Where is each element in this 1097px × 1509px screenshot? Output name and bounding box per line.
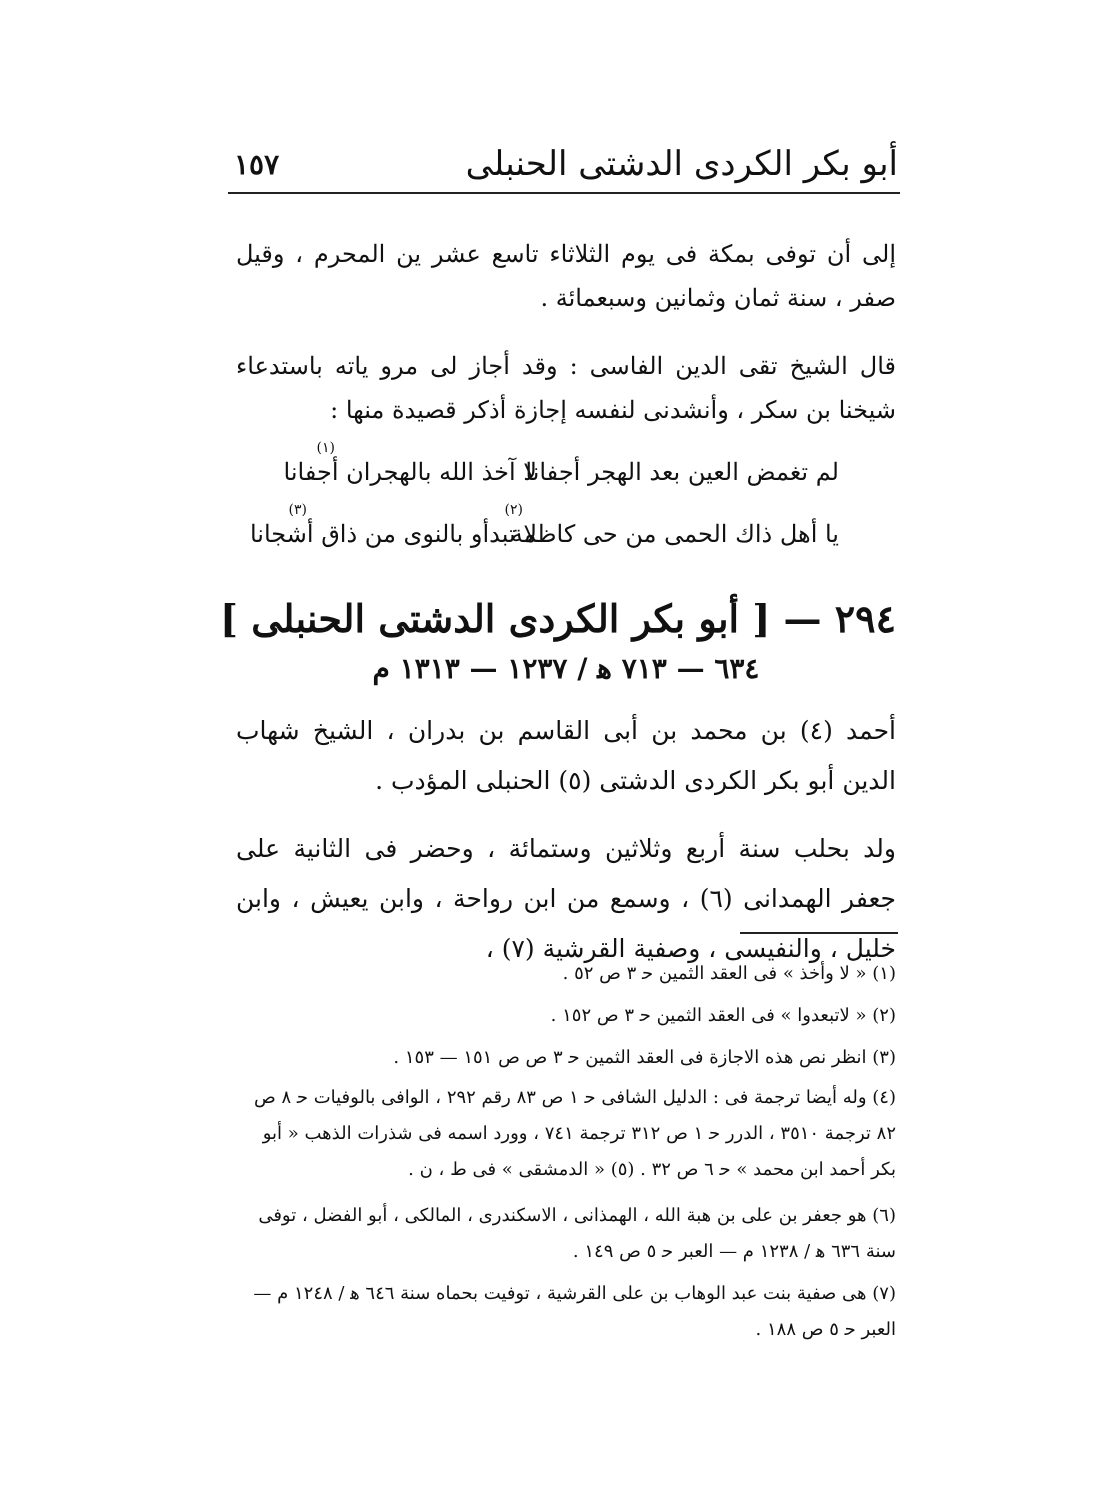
verse-2-end-note-marker: (٣) [288,502,307,518]
verse-1-note-marker: (١) [316,440,335,456]
footnote-rule [740,932,898,934]
biography-heading: ٢٩٤ — [ أبو بكر الكردى الدشتى الحنبلى ] [220,596,896,641]
verse-2-second-hemistich: لا تبدأو بالنوى من ذاق أشجانا [249,520,537,548]
biography-dates: ٦٣٤ — ٧١٣ ﻫ / ١٢٣٧ — ١٣١٣ م [372,652,760,685]
quote-paragraph: قال الشيخ تقى الدين الفاسى : وقد أجاز لى مرو ياته باستدعاء شيخنا بن سكر ، وأنشدنى لنفسه إجازة أذكر قصيدة منها : [236,352,896,424]
footnote-4-5: (٤) وله أيضا ترجمة فى : الدليل الشافى ﺣ ١ ص ٨٣ رقم ٢٩٢ ، الوافى بالوفيات ﺣ ٨ ص ٨٢ ترجمة ٣٥١٠ ، الدرر ﺣ ١ ص ٣١٢ ترجمة ٧٤١ ، وورد اسمه فى شذرات الذهب « أبو بكر أحمد ابن محمد » ﺣ ٦ ص ٣٢ . (٥) « الدمشقى » فى ط ، ن . [253,1087,896,1180]
footnote-7: (٧) هى صفية بنت عبد الوهاب بن على القرشية ، توفيت بحماه سنة ٦٤٦ ﻫ / ١٢٤٨ م — العبر ﺣ ٥ ص ١٨٨ . [253,1283,896,1340]
page-number: ١٥٧ [234,148,280,181]
footnote-1: (١) « لا وأخذ » فى العقد الثمين ﺣ ٣ ص ٥٢ . [562,963,896,984]
verse-1-first-hemistich: لم تغمض العين بعد الهجر أجفانا [525,458,839,486]
verse-2-note-marker: (٢) [504,502,523,518]
biography-name-paragraph: أحمد (٤) بن محمد بن أبى القاسم بن بدران ، الشيخ شهاب الدين أبو بكر الكردى الدشتى (٥) الحنبلى المؤدب . [236,716,896,795]
footnote-2: (٢) « لاتبعدوا » فى العقد الثمين ﺣ ٣ ص ١٥٢ . [550,1005,896,1026]
biography-birth-paragraph: ولد بحلب سنة أربع وثلاثين وستمائة ، وحضر فى الثانية على جعفر الهمدانى (٦) ، وسمع من ابن رواحة ، وابن يعيش ، وابن خليل ، والنفيسى ، وصفية القرشية (٧) ، [236,834,896,963]
footnote-3: (٣) انظر نص هذه الاجازة فى العقد الثمين ﺣ ٣ ص ص ١٥١ — ١٥٣ . [393,1047,896,1068]
running-title: أبو بكر الكردى الدشتى الحنبلى [465,144,898,184]
footnote-6: (٦) هو جعفر بن على بن هبة الله ، الهمذانى ، الاسكندرى ، المالكى ، أبو الفضل ، توفى سنة ٦٣٦ ﻫ / ١٢٣٨ م — العبر ﺣ ٥ ص ١٤٩ . [258,1205,896,1262]
verse-1-second-hemistich: لا آخذ الله بالهجران أجفانا [283,458,537,486]
running-header [228,140,898,188]
intro-paragraph: إلى أن توفى بمكة فى يوم الثلاثاء تاسع عشر ين المحرم ، وقيل صفر ، سنة ثمان وثمانين وسبعمائة . [236,240,896,312]
verse-2-first-hemistich: يا أهل ذاك الحمى من حى كاظمة [510,520,839,548]
header-rule [228,192,900,194]
